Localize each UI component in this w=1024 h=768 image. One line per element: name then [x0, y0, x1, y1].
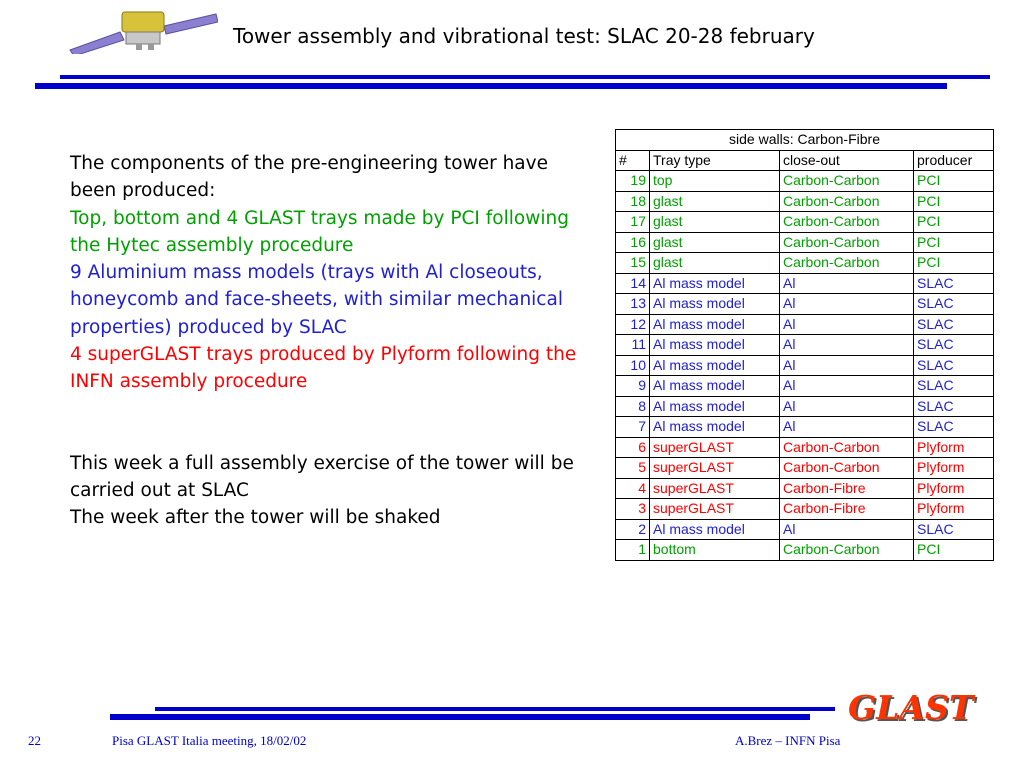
table-row — [616, 540, 994, 561]
tray-close-out: Al — [780, 376, 914, 397]
shake-week-text: The week after the tower will be shaked — [70, 507, 441, 529]
tray-number: 7 — [616, 417, 650, 438]
tray-number: 1 — [616, 540, 650, 561]
tray-number: 4 — [616, 478, 650, 499]
tray-number: 8 — [616, 396, 650, 417]
tray-type: Al mass model — [650, 314, 780, 335]
tray-table — [615, 129, 994, 561]
tray-type: Al mass model — [650, 273, 780, 294]
tray-number: 17 — [616, 212, 650, 233]
tray-type: Al mass model — [650, 376, 780, 397]
tray-number: 6 — [616, 437, 650, 458]
pci-trays-text: Top, bottom and 4 GLAST trays made by PCI following the Hytec assembly procedure — [70, 207, 569, 256]
tray-type: Al mass model — [650, 417, 780, 438]
column-header-producer: producer — [914, 150, 994, 171]
tray-number: 3 — [616, 499, 650, 520]
tray-producer: SLAC — [914, 417, 994, 438]
tray-producer: SLAC — [914, 519, 994, 540]
tray-producer: SLAC — [914, 335, 994, 356]
tray-number: 13 — [616, 294, 650, 315]
tray-producer: Plyform — [914, 437, 994, 458]
tray-producer: PCI — [914, 540, 994, 561]
tray-close-out: Al — [780, 273, 914, 294]
tray-type: Al mass model — [650, 519, 780, 540]
page-title: Tower assembly and vibrational test: SLAC 20-28 february — [233, 24, 815, 48]
tray-number: 9 — [616, 376, 650, 397]
tray-producer: SLAC — [914, 376, 994, 397]
tray-type: Al mass model — [650, 396, 780, 417]
column-header-number: # — [616, 150, 650, 171]
table-row — [616, 355, 994, 376]
table-row — [616, 519, 994, 540]
tray-number: 18 — [616, 191, 650, 212]
tray-type: Al mass model — [650, 294, 780, 315]
tray-close-out: Carbon-Fibre — [780, 499, 914, 520]
table-row — [616, 458, 994, 479]
tray-producer: Plyform — [914, 458, 994, 479]
tray-producer: Plyform — [914, 499, 994, 520]
tray-close-out: Al — [780, 335, 914, 356]
table-row — [616, 376, 994, 397]
tray-number: 12 — [616, 314, 650, 335]
tray-close-out: Carbon-Carbon — [780, 458, 914, 479]
tray-producer: SLAC — [914, 273, 994, 294]
tray-close-out: Carbon-Carbon — [780, 232, 914, 253]
tray-producer: PCI — [914, 191, 994, 212]
table-caption: side walls: Carbon-Fibre — [616, 130, 994, 151]
intro-text: The components of the pre-engineering tower have been produced: — [70, 153, 548, 202]
body-text — [70, 150, 590, 532]
tray-producer: PCI — [914, 232, 994, 253]
table-row — [616, 273, 994, 294]
tray-type: superGLAST — [650, 478, 780, 499]
tray-number: 15 — [616, 253, 650, 274]
tray-close-out: Carbon-Carbon — [780, 437, 914, 458]
tray-close-out: Carbon-Carbon — [780, 540, 914, 561]
table-row — [616, 417, 994, 438]
table-row — [616, 499, 994, 520]
tray-close-out: Al — [780, 355, 914, 376]
tray-close-out: Carbon-Carbon — [780, 212, 914, 233]
tray-producer: SLAC — [914, 355, 994, 376]
column-header-close-out: close-out — [780, 150, 914, 171]
tray-type: glast — [650, 253, 780, 274]
tray-number: 16 — [616, 232, 650, 253]
tray-type: glast — [650, 232, 780, 253]
tray-type: superGLAST — [650, 458, 780, 479]
tray-type: bottom — [650, 540, 780, 561]
table-row — [616, 437, 994, 458]
tray-number: 5 — [616, 458, 650, 479]
author: A.Brez – INFN Pisa — [735, 733, 841, 748]
tray-type: glast — [650, 191, 780, 212]
table-row — [616, 253, 994, 274]
table-row — [616, 212, 994, 233]
tray-producer: PCI — [914, 171, 994, 192]
header-divider-bottom — [35, 83, 947, 89]
tray-producer: SLAC — [914, 314, 994, 335]
tray-close-out: Al — [780, 519, 914, 540]
tray-close-out: Al — [780, 314, 914, 335]
tray-producer: PCI — [914, 253, 994, 274]
satellite-icon — [68, 6, 218, 54]
tray-producer: SLAC — [914, 396, 994, 417]
tray-close-out: Al — [780, 294, 914, 315]
tray-type: superGLAST — [650, 499, 780, 520]
meeting-name: Pisa GLAST Italia meeting, 18/02/02 — [112, 733, 307, 748]
table-row — [616, 191, 994, 212]
tray-type: Al mass model — [650, 335, 780, 356]
tray-close-out: Carbon-Carbon — [780, 191, 914, 212]
glast-logo: GLAST — [848, 688, 974, 727]
tray-producer: Plyform — [914, 478, 994, 499]
footer-divider-top — [155, 707, 835, 711]
tray-close-out: Al — [780, 417, 914, 438]
tray-number: 10 — [616, 355, 650, 376]
table-header-row — [616, 150, 994, 171]
table-row — [616, 294, 994, 315]
tray-close-out: Carbon-Fibre — [780, 478, 914, 499]
tray-close-out: Al — [780, 396, 914, 417]
tray-producer: PCI — [914, 212, 994, 233]
tray-type: top — [650, 171, 780, 192]
tray-number: 11 — [616, 335, 650, 356]
column-header-tray-type: Tray type — [650, 150, 780, 171]
tray-producer: SLAC — [914, 294, 994, 315]
tray-type: glast — [650, 212, 780, 233]
table-row — [616, 335, 994, 356]
header-divider-top — [60, 75, 990, 79]
table-row — [616, 232, 994, 253]
al-mass-models-text: 9 Aluminium mass models (trays with Al closeouts, honeycomb and face-sheets, with similar mechanical properties) produced by SLAC — [70, 262, 563, 338]
tray-number: 19 — [616, 171, 650, 192]
table-row — [616, 396, 994, 417]
assembly-week-text: This week a full assembly exercise of the tower will be carried out at SLAC — [70, 452, 574, 501]
footer-divider-bottom — [110, 714, 810, 720]
superglast-trays-text: 4 superGLAST trays produced by Plyform following the INFN assembly procedure — [70, 344, 577, 393]
table-row — [616, 314, 994, 335]
page-number: 22 — [28, 733, 41, 748]
tray-type: Al mass model — [650, 355, 780, 376]
tray-close-out: Carbon-Carbon — [780, 253, 914, 274]
tray-number: 2 — [616, 519, 650, 540]
table-row — [616, 478, 994, 499]
tray-number: 14 — [616, 273, 650, 294]
tray-close-out: Carbon-Carbon — [780, 171, 914, 192]
tray-type: superGLAST — [650, 437, 780, 458]
table-row — [616, 171, 994, 192]
